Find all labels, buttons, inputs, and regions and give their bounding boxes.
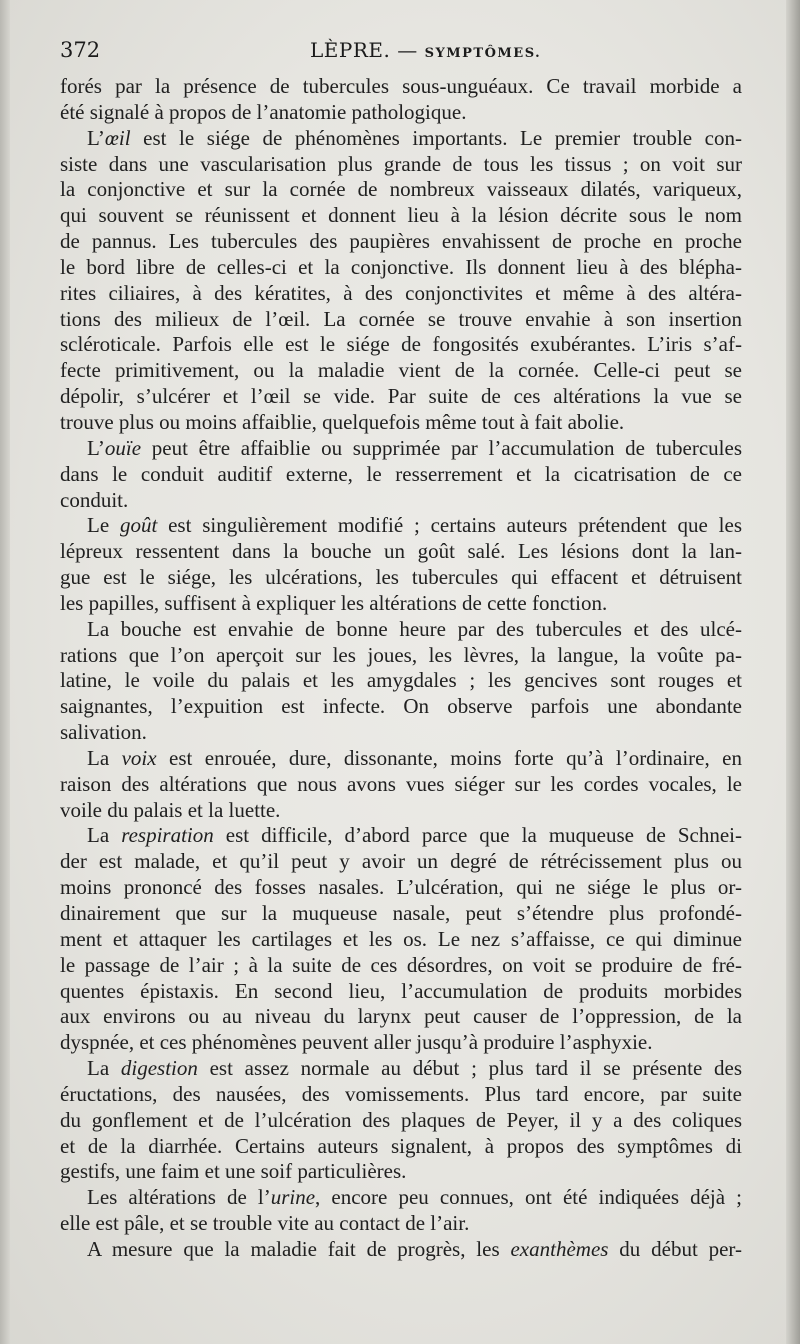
text-segment: La [87, 745, 122, 770]
italic-term: digestion [120, 1056, 198, 1081]
italic-term: œil [104, 125, 131, 150]
text-segment: est assez normale au début ; plus tard il se présente des [197, 1056, 742, 1081]
text-line [60, 152, 742, 178]
text-line [60, 1004, 742, 1030]
text-segment: La [87, 1056, 121, 1081]
text-line [60, 229, 742, 255]
text-line [60, 488, 742, 514]
text-line [60, 255, 742, 281]
text-segment: est le siége de phénomènes importants. Le premier trouble con- [130, 125, 742, 150]
text-segment: moins prononcé des fosses nasales. L’ulcération, qui ne siége le plus or- [60, 875, 742, 900]
text-line [60, 74, 742, 100]
italic-term: respiration [121, 823, 214, 848]
text-segment: L’ [87, 435, 105, 460]
italic-term: exanthèmes [510, 1236, 609, 1261]
page-gutter-shadow [0, 0, 10, 1344]
text-line [60, 513, 742, 539]
text-segment: siste dans une vascularisation plus grande de tous les tissus ; on voit sur [60, 151, 742, 176]
text-line [60, 1030, 742, 1056]
text-segment: A mesure que la maladie fait de progrès, les [87, 1236, 511, 1261]
text-line [60, 927, 742, 953]
text-line [60, 203, 742, 229]
text-segment: rations que l’on aperçoit sur les joues, les lèvres, la langue, la voûte pa- [60, 642, 742, 667]
text-segment: quentes épistaxis. En second lieu, l’accumulation de produits morbides [60, 978, 742, 1003]
text-segment: dyspnée, et ces phénomènes peuvent aller jusqu’à produire l’asphyxie. [60, 1030, 653, 1055]
body-text [60, 74, 742, 1263]
text-line [60, 720, 742, 746]
text-line [60, 565, 742, 591]
text-line [60, 462, 742, 488]
text-segment: ment et attaquer les cartilages et les os. Le nez s’affaisse, ce qui diminue [60, 926, 742, 951]
page-edge-shadow [786, 0, 800, 1344]
text-line [60, 643, 742, 669]
text-segment: La bouche est envahie de bonne heure par des tubercules et des ulcé- [87, 616, 742, 641]
text-segment: peut être affaiblie ou supprimée par l’accumulation de tubercules [141, 435, 742, 460]
text-segment: gue est le siége, les ulcérations, les tubercules qui effacent et détruisent [60, 565, 742, 590]
text-line [60, 281, 742, 307]
text-line [60, 1211, 742, 1237]
text-segment: La [87, 823, 122, 848]
text-line [60, 307, 742, 333]
italic-term: ouïe [104, 435, 142, 460]
italic-term: urine [270, 1185, 316, 1210]
text-segment: voile du palais et la luette. [60, 797, 281, 822]
text-line [60, 539, 742, 565]
text-line [60, 384, 742, 410]
text-segment: est difficile, d’abord parce que la muqueuse de Schnei- [213, 823, 742, 848]
text-line [60, 358, 742, 384]
text-segment: été signalé à propos de l’anatomie pathologique. [60, 99, 467, 124]
text-line [60, 668, 742, 694]
text-line [60, 126, 742, 152]
text-line [60, 694, 742, 720]
text-segment: L’ [87, 125, 105, 150]
text-segment: saignantes, l’expuition est infecte. On observe parfois une abondante [60, 694, 742, 719]
text-segment: du gonflement et de l’ulcération des plaques de Peyer, il y a des coliques [60, 1107, 742, 1132]
text-segment: elle est pâle, et se trouble vite au contact de l’air. [60, 1211, 470, 1236]
text-line [60, 1108, 742, 1134]
text-segment: raison des altérations que nous avons vues siéger sur les cordes vocales, le [60, 771, 742, 796]
running-title-subtitle: SYMPTÔMES. [424, 46, 542, 61]
text-line [60, 1056, 742, 1082]
text-line [60, 849, 742, 875]
text-segment: de pannus. Les tubercules des paupières envahissent de proche en proche [60, 229, 742, 254]
text-segment: les papilles, suffisent à expliquer les altérations de cette fonction. [60, 590, 608, 615]
text-segment: du début per- [608, 1236, 743, 1261]
text-segment: est enrouée, dure, dissonante, moins forte qu’à l’ordinaire, en [156, 745, 742, 770]
text-line [60, 979, 742, 1005]
text-line [60, 617, 742, 643]
text-segment: dans le conduit auditif externe, le resserrement et la cicatrisation de ce [60, 461, 742, 486]
text-segment: trouve plus ou moins affaiblie, quelquefois même tout à fait abolie. [60, 409, 625, 434]
text-line [60, 823, 742, 849]
text-segment: scléroticale. Parfois elle est le siége de fongosités exubérantes. L’iris s’af- [60, 332, 742, 357]
italic-term: goût [119, 513, 158, 538]
italic-term: voix [121, 745, 157, 770]
text-line [60, 332, 742, 358]
text-line [60, 1134, 742, 1160]
text-line [60, 1159, 742, 1185]
text-line [60, 772, 742, 798]
running-title-main: LÈPRE. [310, 38, 391, 62]
text-segment: fecte primitivement, ou la maladie vient de la cornée. Celle-ci peut se [60, 358, 742, 383]
text-line [60, 798, 742, 824]
text-segment: der est malade, et qu’il peut y avoir un degré de rétrécissement plus ou [60, 849, 742, 874]
text-segment: forés par la présence de tubercules sous-unguéaux. Ce travail morbide a [60, 74, 742, 98]
text-segment: lépreux ressentent dans la bouche un goût salé. Les lésions dont la lan- [60, 539, 742, 564]
text-line [60, 177, 742, 203]
text-line [60, 591, 742, 617]
text-segment: Les altérations de l’ [87, 1185, 271, 1210]
text-line [60, 436, 742, 462]
text-segment: dinairement que sur la muqueuse nasale, peut s’étendre plus profondé- [60, 901, 742, 925]
text-segment: Le [87, 513, 120, 538]
text-segment: latine, le voile du palais et les amygdales ; les gencives sont rouges et [60, 668, 742, 693]
text-line [60, 746, 742, 772]
text-line [60, 953, 742, 979]
text-segment: le passage de l’air ; à la suite de ces désordres, on voit se produire de fré- [60, 952, 742, 977]
text-segment: salivation. [60, 720, 147, 745]
text-line [60, 100, 742, 126]
running-title-separator: — [397, 38, 418, 62]
text-segment: le bord libre de celles-ci et la conjonctive. Ils donnent lieu à des blépha- [60, 254, 742, 279]
text-line [60, 1237, 742, 1263]
text-segment: la conjonctive et sur la cornée de nombreux vaisseaux dilatés, variqueux, [60, 177, 742, 202]
text-segment: qui souvent se réunissent et donnent lieu à la lésion décrite sous le nom [60, 203, 742, 228]
text-segment: conduit. [60, 487, 129, 512]
text-segment: tions des milieux de l’œil. La cornée se trouve envahie à son insertion [60, 306, 742, 331]
page-number: 372 [60, 38, 101, 62]
running-header [60, 38, 750, 68]
text-line [60, 1185, 742, 1211]
text-line [60, 875, 742, 901]
text-segment: , encore peu connues, ont été indiquées déjà ; [315, 1185, 742, 1210]
text-segment: gestifs, une faim et une soif particulières. [60, 1159, 407, 1184]
text-segment: rites ciliaires, à des kératites, à des conjonctivites et même à des altéra- [60, 280, 742, 305]
text-segment: et de la diarrhée. Certains auteurs signalent, à propos des symptômes di [60, 1133, 742, 1158]
text-segment: dépolir, s’ulcérer et l’œil se vide. Par suite de ces altérations la vue se [60, 384, 742, 409]
text-line [60, 410, 742, 436]
text-line [60, 901, 742, 927]
text-segment: éructations, des nausées, des vomissements. Plus tard encore, par suite [60, 1081, 742, 1106]
text-segment: aux environs ou au niveau du larynx peut causer de l’oppression, de la [60, 1004, 742, 1029]
running-title [310, 38, 541, 62]
text-segment: est singulièrement modifié ; certains auteurs prétendent que les [157, 513, 742, 538]
text-line [60, 1082, 742, 1108]
